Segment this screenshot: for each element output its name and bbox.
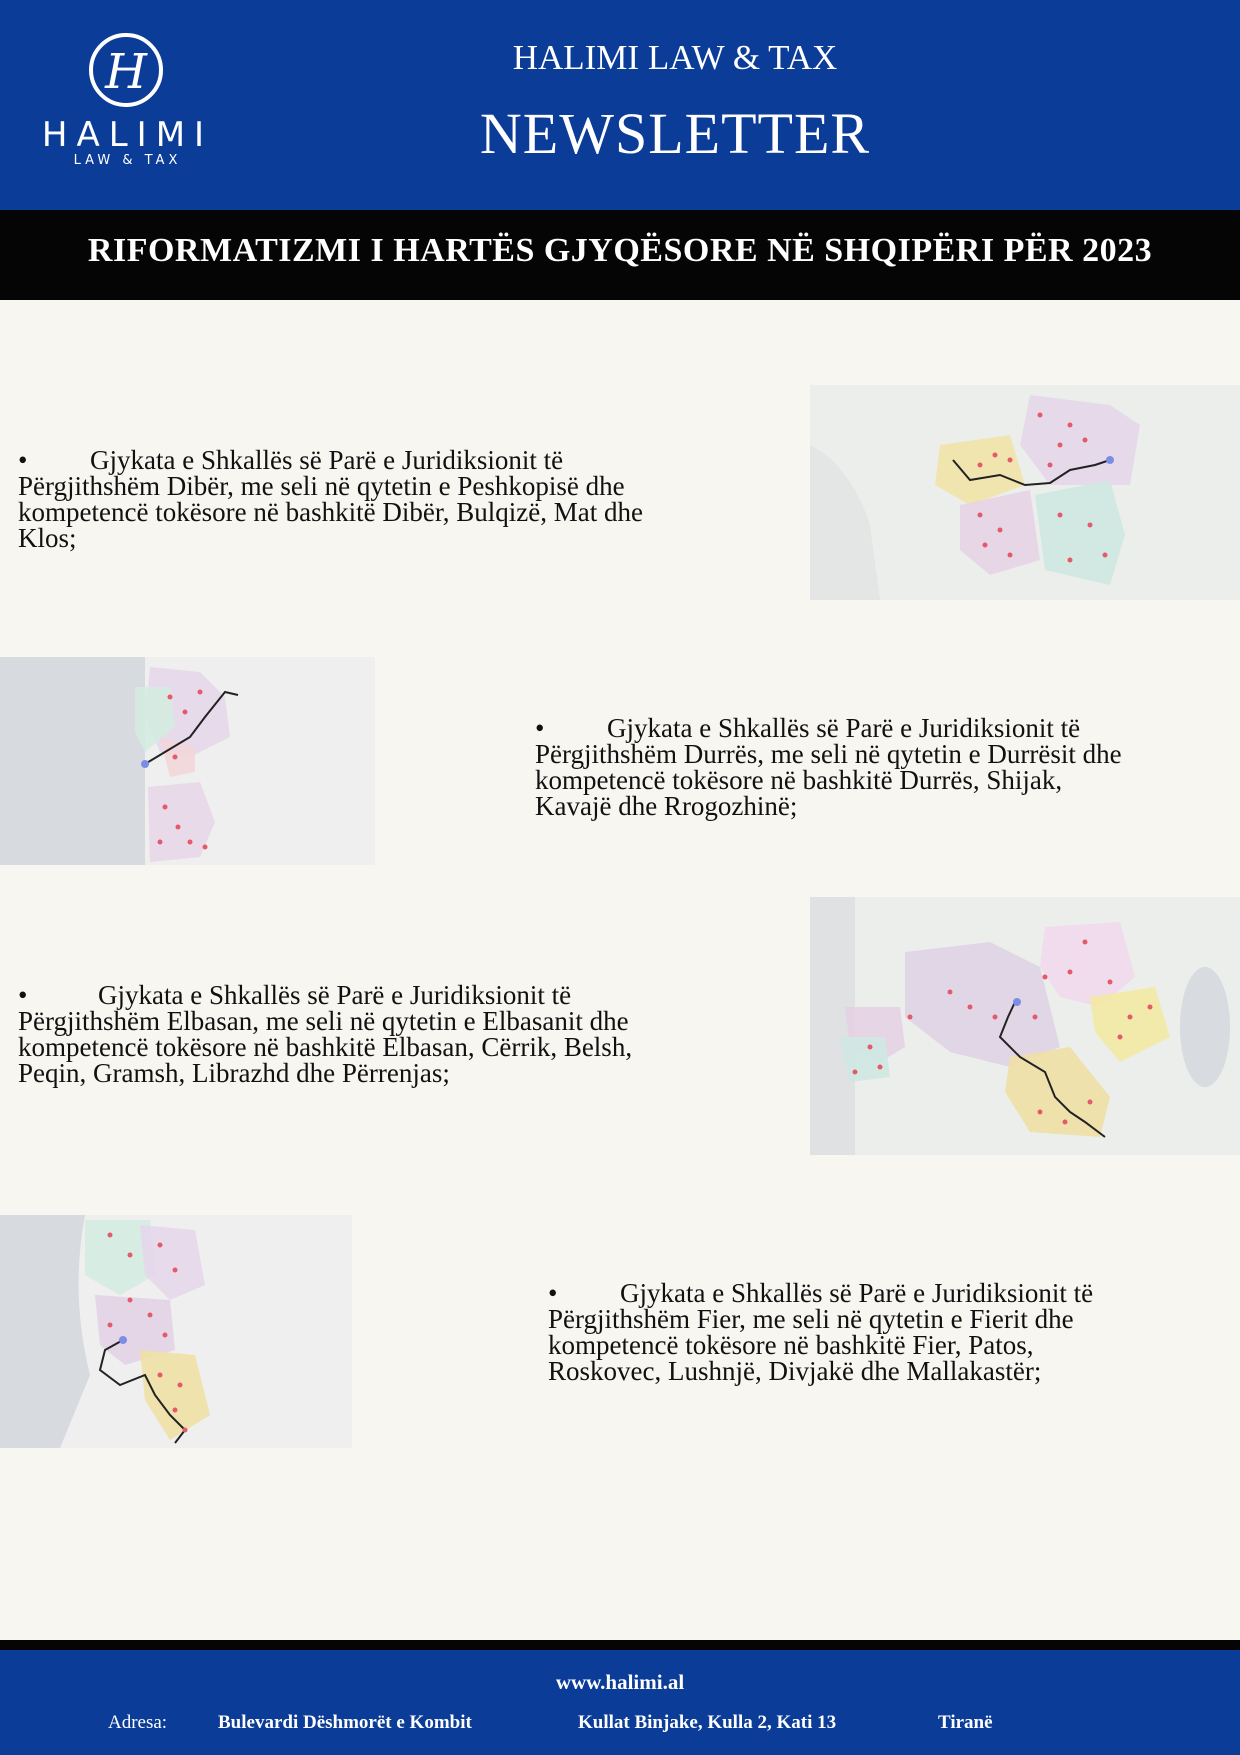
logo-subtitle: LAW & TAX (73, 153, 182, 168)
item-line: kompetencë tokësore në bashkitë Fier, Patos, (548, 1330, 1034, 1360)
map-elbasan (810, 897, 1240, 1155)
court-item-diber (18, 447, 758, 551)
item-line: Kavajë dhe Rrogozhinë; (535, 791, 798, 821)
bullet-icon: • (18, 980, 28, 1010)
headline-bar (0, 210, 1240, 300)
item-line: Klos; (18, 523, 77, 553)
svg-text:H: H (105, 44, 147, 100)
item-line: Gjykata e Shkallës së Parë e Juridiksionit të (607, 713, 1081, 743)
map-diber (810, 385, 1240, 600)
map-durres (0, 657, 375, 865)
item-line: Roskovec, Lushnjë, Divjakë dhe Mallakastër; (548, 1356, 1042, 1386)
item-line: Gjykata e Shkallës së Parë e Juridiksionit të (620, 1278, 1094, 1308)
court-item-elbasan (18, 982, 758, 1086)
item-line: kompetencë tokësore në bashkitë Durrës, Shijak, (535, 765, 1063, 795)
address-city: Tiranë (938, 1712, 993, 1733)
item-line: Peqin, Gramsh, Librazhd dhe Përrenjas; (18, 1058, 450, 1088)
item-line: Përgjithshëm Elbasan, me seli në qytetin e Elbasanit dhe (18, 1006, 629, 1036)
map-fier (0, 1215, 352, 1448)
website-link[interactable]: www.halimi.al (555, 1670, 685, 1694)
item-line: Gjykata e Shkallës së Parë e Juridiksionit të (90, 445, 564, 475)
footer (0, 1650, 1240, 1755)
item-line: kompetencë tokësore në bashkitë Elbasan, Cërrik, Belsh, (18, 1032, 633, 1062)
bullet-icon: • (548, 1278, 558, 1308)
address-building: Kullat Binjake, Kulla 2, Kati 13 (578, 1712, 837, 1733)
newsletter-title: NEWSLETTER (479, 101, 871, 166)
header-banner (0, 0, 1240, 210)
item-line: Gjykata e Shkallës së Parë e Juridiksionit të (98, 980, 572, 1010)
page-title: RIFORMATIZMI I HARTËS GJYQËSORE NË SHQIPËRI PËR 2023 (87, 232, 1153, 269)
footer-divider (0, 1640, 1240, 1650)
bullet-icon: • (18, 445, 28, 475)
item-line: Përgjithshëm Durrës, me seli në qytetin e Durrësit dhe (535, 739, 1122, 769)
item-line: kompetencë tokësore në bashkitë Dibër, Bulqizë, Mat dhe (18, 497, 643, 527)
court-item-durres (535, 715, 1235, 819)
bullet-icon: • (535, 713, 545, 743)
item-line: Përgjithshëm Dibër, me seli në qytetin e Peshkopisë dhe (18, 471, 625, 501)
logo-wordmark: HALIMI (41, 115, 214, 155)
item-line: Përgjithshëm Fier, me seli në qytetin e Fierit dhe (548, 1304, 1074, 1334)
brand-name: HALIMI LAW & TAX (512, 38, 838, 77)
address-street: Bulevardi Dëshmorët e Kombit (218, 1712, 472, 1733)
court-item-fier (548, 1280, 1238, 1384)
address-label: Adresa: (108, 1712, 168, 1733)
